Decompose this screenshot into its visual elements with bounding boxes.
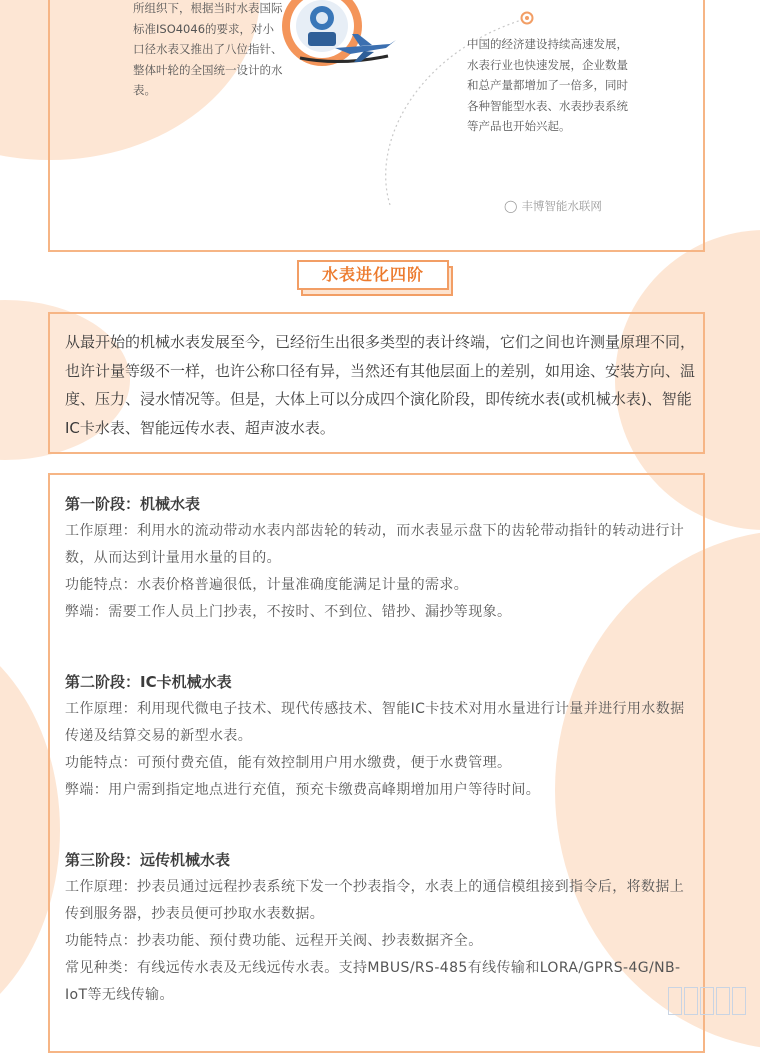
stage-principle: 工作原理：利用水的流动带动水表内部齿轮的转动，而水表显示盘下的齿轮带动指针的转动进行计数，从而达到计量用水量的目的。 — [65, 523, 685, 566]
glyph-box — [668, 987, 682, 1015]
timeline-right-text: 中国的经济建设持续高速发展，水表行业也快速发展，企业数量和总产量都增加了一倍多，同时各种智能型水表、水表抄表系统等产品也开始兴起。 — [467, 37, 628, 133]
timeline-dot-icon — [520, 11, 534, 25]
stage-features: 功能特点：水表价格普遍很低，计量准确度能满足计量的需求。 — [65, 577, 469, 593]
corner-placeholder-glyphs — [668, 987, 746, 1015]
glyph-box — [716, 987, 730, 1015]
stage-principle: 工作原理：利用现代微电子技术、现代传感技术、智能IC卡技术对用水量进行计量并进行用水数据传递及结算交易的新型水表。 — [65, 701, 685, 744]
water-meter-plane-icon — [280, 0, 400, 86]
stage-drawbacks: 弊端：用户需到指定地点进行充值，预充卡缴费高峰期增加用户等待时间。 — [65, 782, 541, 798]
watermark-text: 丰博智能水联网 — [521, 199, 602, 213]
stage-features: 功能特点：可预付费充值，能有效控制用户用水缴费，便于水费管理。 — [65, 755, 512, 771]
glyph-box — [732, 987, 746, 1015]
stages-list — [65, 490, 693, 1009]
timeline-left-text: 所组织下，根据当时水表国际标准ISO4046的要求，对小口径水表又推出了八位指针、整体叶轮的全国统一设计的水表。 — [133, 1, 283, 97]
watermark — [504, 198, 602, 214]
wechat-icon: ◯ — [504, 199, 518, 213]
glyph-box — [684, 987, 698, 1015]
stage-features: 功能特点：抄表功能、预付费功能、远程开关阀、抄表数据齐全。 — [65, 933, 483, 949]
stage-title: 第二阶段：IC卡机械水表 — [65, 673, 232, 691]
stage-3 — [65, 846, 693, 1009]
section-badge — [297, 260, 457, 298]
stage-2 — [65, 668, 693, 804]
stage-title: 第三阶段：远传机械水表 — [65, 851, 231, 869]
intro-paragraph: 从最开始的机械水表发展至今，已经衍生出很多类型的表计终端，它们之间也许测量原理不同，也许计量等级不一样，也许公称口径有异，当然还有其他层面上的差别，如用途、安装方向、温度、压力、浸水情况等。但是，大体上可以分成四个演化阶段，即传统水表(或机械水表)、智能IC卡水表、智能远传水表、超声波水表。 — [65, 333, 696, 437]
stage-types: 常见种类：有线远传水表及无线远传水表。支持MBUS/RS-485有线传输和LORA/GPRS-4G/NB-IoT等无线传输。 — [65, 960, 681, 1003]
stage-principle: 工作原理：抄表员通过远程抄表系统下发一个抄表指令，水表上的通信模组接到指令后，将数据上传到服务器，抄表员便可抄取水表数据。 — [65, 879, 685, 922]
stage-drawbacks: 弊端：需要工作人员上门抄表，不按时、不到位、错抄、漏抄等现象。 — [65, 604, 512, 620]
section-badge-label: 水表进化四阶 — [297, 260, 449, 290]
stage-1 — [65, 490, 693, 626]
stage-title: 第一阶段：机械水表 — [65, 495, 201, 513]
glyph-box — [700, 987, 714, 1015]
